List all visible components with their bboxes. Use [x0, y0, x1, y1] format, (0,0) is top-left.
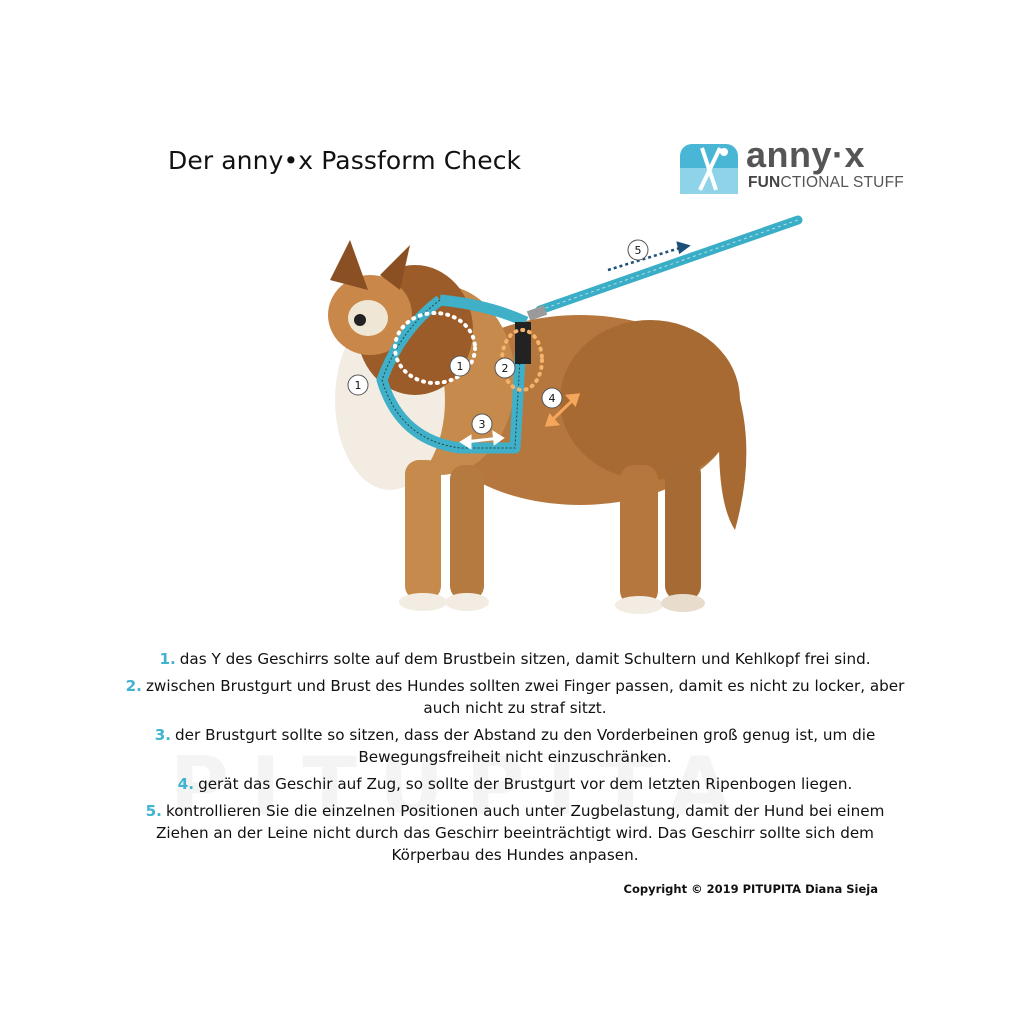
note-3: 3. der Brustgurt sollte so sitzen, dass der Abstand zu den Vorderbeinen groß genug ist, um die Bewegungsfreiheit nicht einzuschränken.: [154, 726, 876, 766]
marker-3: [472, 414, 492, 434]
logo-wordmark: anny·x: [746, 134, 866, 175]
note-2: 2. zwischen Brustgurt und Brust des Hundes sollten zwei Finger passen, damit es nicht zu locker, aber auch nicht zu straf sitzt.: [125, 677, 905, 717]
note-5: 5. kontrollieren Sie die einzelnen Positionen auch unter Zugbelastung, damit der Hund bei einem Ziehen an der Leine nicht durch das Geschirr beeinträchtigt wird. Das Geschirr sollte sich dem Körperbau des Hundes anpasen.: [145, 802, 885, 864]
svg-text:3: 3: [478, 418, 486, 431]
logo-tagline: FUNCTIONAL STUFF: [748, 174, 904, 191]
logo-mark-icon: [680, 138, 740, 198]
marker-1b: [450, 356, 470, 376]
svg-text:4: 4: [548, 392, 556, 405]
brand-logo: [680, 134, 904, 198]
page-title: Der anny•x Passform Check: [168, 146, 522, 175]
note-1: 1. das Y des Geschirrs solte auf dem Brustbein sitzen, damit Schultern und Kehlkopf frei sind.: [159, 650, 871, 668]
fit-check-notes: [120, 648, 910, 871]
dog-harness-illustration: [290, 210, 820, 620]
marker-5: [628, 240, 648, 260]
dog-silhouette: [328, 240, 746, 614]
svg-text:5: 5: [634, 244, 642, 257]
svg-text:1: 1: [456, 360, 464, 373]
marker-1a: [348, 375, 368, 395]
marker-2: [495, 358, 515, 378]
marker-4: [542, 388, 562, 408]
svg-text:2: 2: [501, 362, 509, 375]
note-4: 4. gerät das Geschir auf Zug, so sollte der Brustgurt vor dem letzten Ripenbogen liegen.: [177, 775, 853, 793]
leash: [540, 220, 798, 310]
copyright: Copyright © 2019 PITUPITA Diana Sieja: [623, 882, 878, 896]
svg-text:1: 1: [354, 379, 362, 392]
